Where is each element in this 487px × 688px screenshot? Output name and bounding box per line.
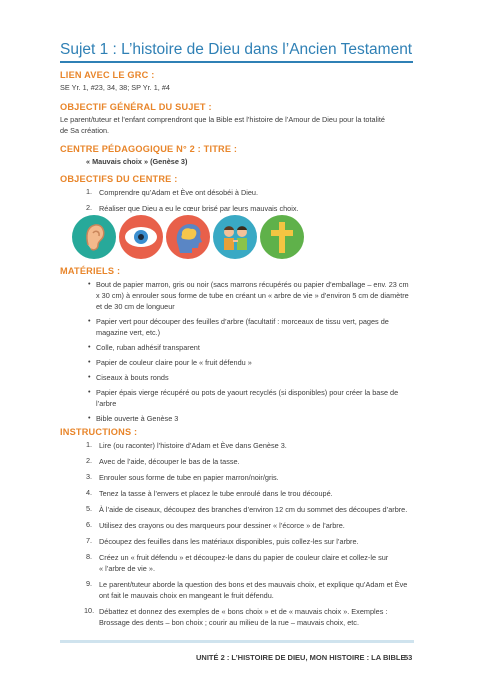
list-number: 7. bbox=[86, 536, 93, 545]
eye-icon bbox=[119, 215, 163, 259]
page-number: 53 bbox=[404, 653, 413, 662]
list-item: Papier de couleur claire pour le « fruit défendu » bbox=[96, 358, 252, 367]
materiels-heading: MATÉRIELS : bbox=[60, 266, 121, 276]
bullet: • bbox=[88, 279, 91, 288]
list-item: À l’aide de ciseaux, découpez des branches d’environ 12 cm du sommet des découpes d’arbre. bbox=[99, 505, 408, 514]
list-item: Débattez et donnez des exemples de « bons choix » et de « mauvais choix ». Exemples : bbox=[99, 607, 388, 616]
bullet: • bbox=[88, 372, 91, 381]
list-number: 10. bbox=[84, 606, 95, 615]
ear-icon bbox=[72, 215, 116, 259]
instructions-heading: INSTRUCTIONS : bbox=[60, 427, 138, 437]
bullet: • bbox=[88, 387, 91, 396]
list-item: et de 30 cm de longueur bbox=[96, 302, 175, 311]
list-item: l’arbre bbox=[96, 399, 117, 408]
list-item: Créez un « fruit défendu » et découpez-le dans du papier de couleur claire et collez-le sur bbox=[99, 553, 389, 562]
list-item: Le parent/tuteur aborde la question des bons et des mauvais choix, et explique qu’Adam et Ève bbox=[99, 580, 408, 589]
list-number: 3. bbox=[86, 472, 93, 481]
cross-icon bbox=[260, 215, 304, 259]
bullet: • bbox=[88, 342, 91, 351]
objectif-line: Le parent/tuteur et l’enfant comprendront que la Bible est l’histoire de l’Amour de Dieu pour la totalité bbox=[60, 115, 385, 124]
list-item: Enrouler sous forme de tube en papier marron/noir/gris. bbox=[99, 473, 279, 482]
list-number: 5. bbox=[86, 504, 93, 513]
list-number: 6. bbox=[86, 520, 93, 529]
list-item: Comprendre qu’Adam et Ève ont désobéi à Dieu. bbox=[99, 188, 259, 197]
list-item: « l’arbre de vie ». bbox=[99, 564, 155, 573]
list-item: Avec de l’aide, découper le bas de la tasse. bbox=[99, 457, 240, 466]
list-item: Bible ouverte à Genèse 3 bbox=[96, 414, 179, 423]
list-item: Papier épais vierge récupéré ou pots de yaourt recyclés (si disponibles) pour créer la base de bbox=[96, 388, 399, 397]
list-item: Tenez la tasse à l’envers et placez le tube enroulé dans le trou découpé. bbox=[99, 489, 333, 498]
brain-head-icon bbox=[166, 215, 210, 259]
bullet: • bbox=[88, 357, 91, 366]
list-item: Découpez des feuilles dans les matériaux disponibles, puis collez-les sur l’arbre. bbox=[99, 537, 359, 546]
list-item: Brossage des dents – bon choix ; courir au milieu de la rue – mauvais choix, etc. bbox=[99, 618, 359, 627]
lien-text: SE Yr. 1, #23, 34, 38; SP Yr. 1, #4 bbox=[60, 83, 170, 92]
lien-heading: LIEN AVEC LE GRC : bbox=[60, 70, 155, 80]
list-item: ont fait le mauvais choix en mangeant le fruit défendu. bbox=[99, 591, 274, 600]
list-item: Utilisez des crayons ou des marqueurs pour dessiner « l’écorce » de l’arbre. bbox=[99, 521, 345, 530]
centre-heading: CENTRE PÉDAGOGIQUE N° 2 : TITRE : bbox=[60, 144, 238, 154]
list-number: 2. bbox=[86, 203, 93, 212]
list-item: x 30 cm) à enrouler sous forme de tube en créant un « arbre de vie » d’environ 5 cm de diamètre bbox=[96, 291, 409, 300]
page-title: Sujet 1 : L’histoire de Dieu dans l’Ancien Testament bbox=[60, 41, 413, 58]
list-item: Colle, ruban adhésif transparent bbox=[96, 343, 200, 352]
footer-rule bbox=[60, 640, 414, 643]
bullet: • bbox=[88, 413, 91, 422]
title-underline bbox=[60, 61, 413, 63]
objectifs-centre-heading: OBJECTIFS DU CENTRE : bbox=[60, 174, 178, 184]
list-item: Lire (ou raconter) l’histoire d’Adam et Ève dans Genèse 3. bbox=[99, 441, 287, 450]
children-icon bbox=[213, 215, 257, 259]
list-item: Papier vert pour découper des feuilles d’arbre (facultatif : morceaux de tissu vert, pages de bbox=[96, 317, 389, 326]
list-item: Bout de papier marron, gris ou noir (sacs marrons récupérés ou papier d’emballage – env. 23 cm bbox=[96, 280, 409, 289]
footer-unit-title: UNITÉ 2 : L’HISTOIRE DE DIEU, MON HISTOIRE : LA BIBLE bbox=[196, 653, 406, 662]
list-number: 9. bbox=[86, 579, 93, 588]
list-number: 4. bbox=[86, 488, 93, 497]
list-number: 1. bbox=[86, 187, 93, 196]
list-number: 1. bbox=[86, 440, 93, 449]
list-number: 2. bbox=[86, 456, 93, 465]
list-item: magazine vert, etc.) bbox=[96, 328, 161, 337]
bullet: • bbox=[88, 316, 91, 325]
objectif-heading: OBJECTIF GÉNÉRAL DU SUJET : bbox=[60, 102, 212, 112]
objectif-line: de Sa création. bbox=[60, 126, 110, 135]
list-item: Ciseaux à bouts ronds bbox=[96, 373, 169, 382]
list-item: Réaliser que Dieu a eu le cœur brisé par leurs mauvais choix. bbox=[99, 204, 299, 213]
list-number: 8. bbox=[86, 552, 93, 561]
centre-title: « Mauvais choix » (Genèse 3) bbox=[86, 157, 188, 166]
